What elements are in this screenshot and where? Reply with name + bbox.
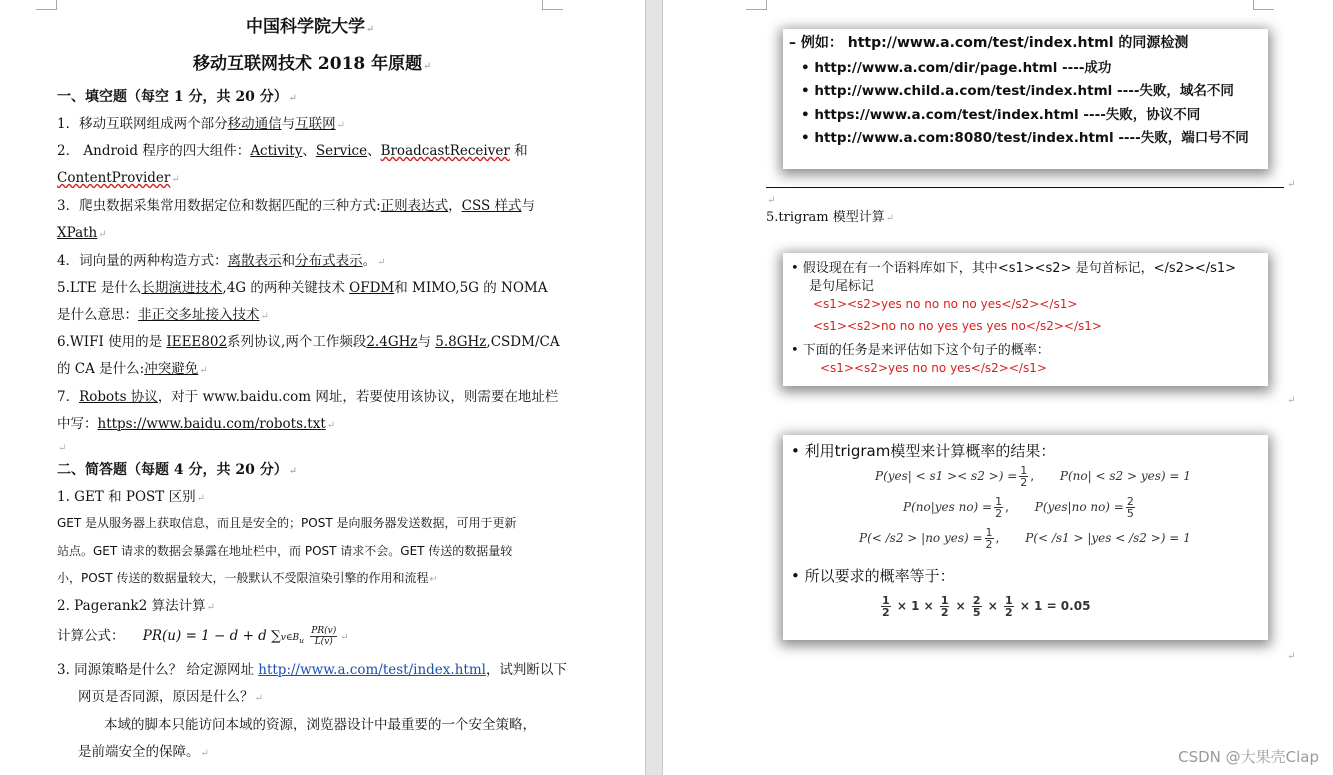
section-title-trigram: 5.trigram 模型计算↵ (766, 210, 895, 225)
short-answer-3-title: 3. 同源策略是什么？ 给定源网址 http://www.a.com/test/index.html，试判断以下 (57, 662, 567, 678)
paragraph-mark: ↵ (767, 195, 776, 206)
paragraph-mark: ↵ (1287, 651, 1296, 662)
short-answer-1-line: GET 是从服务器上获取信息，而且是安全的；POST 是向服务器发送数据，可用于更新 (57, 516, 517, 530)
short-answer-2-title: 2. Pagerank2 算法计算↵ (57, 598, 215, 614)
slide-image-trigram-result (783, 435, 1268, 640)
slide-bullet: • 假设现在有一个语料库如下，其中<s1><s2> 是句首标记，</s2></s1> (791, 261, 1237, 276)
slide-list-item: • https://www.a.com/test/index.html ----失败，协议不同 (801, 107, 1201, 123)
document-subtitle: 移动互联网技术 2018 年原题↵ (193, 54, 432, 74)
target-sentence: <s1><s2>yes no no yes</s2></s1> (820, 361, 1047, 375)
document-page-left (0, 0, 646, 775)
slide-list-item: • http://www.a.com/dir/page.html ----成功 (801, 60, 1112, 76)
question-7: 7．Robots 协议，对于 www.baidu.com 网址，若要使用该协议，则需要在地址栏 (57, 389, 559, 405)
slide-bullet: • 所以要求的概率等于： (791, 567, 955, 585)
page-corner-mark (542, 0, 563, 10)
short-answer-3-answer-continued: 是前端安全的保障。↵ (78, 744, 209, 760)
question-1: 1．移动互联网组成两个部分移动通信与互联网↵ (57, 116, 345, 132)
section-heading-short-answer: 二、简答题（每题 4 分，共 20 分）↵ (57, 462, 298, 478)
section-heading-fill-in: 一、填空题（每空 1 分，共 20 分）↵ (57, 89, 298, 105)
short-answer-1-title: 1. GET 和 POST 区别↵ (57, 489, 205, 505)
horizontal-rule (766, 187, 1284, 188)
slide-list-item: • http://www.a.com:8080/test/index.html ----失败，端口号不同 (801, 130, 1249, 146)
page-corner-mark (36, 0, 57, 10)
document-title: 中国科学院大学↵ (246, 17, 375, 37)
question-6: 6.WIFI 使用的是 IEEE802系列协议,两个工作频段2.4GHz与 5.8GHz,CSDM/CA (57, 334, 560, 350)
empty-paragraph: ↵ (58, 443, 67, 454)
paragraph-mark: ↵ (1287, 395, 1296, 406)
slide-bullet: • 利用trigram模型来计算概率的结果： (791, 442, 1056, 460)
question-2-continued: ContentProvider↵ (57, 170, 180, 186)
question-5: 5.LTE 是什么长期演进技术,4G 的两种关键技术 OFDM和 MIMO,5G 的 NOMA (57, 280, 548, 296)
slide-bullet-continued: 是句尾标记 (809, 279, 875, 294)
question-5-continued: 是什么意思：非正交多址接入技术↵ (57, 307, 269, 323)
slide-bullet: • 下面的任务是来评估如下这个句子的概率： (791, 343, 1050, 358)
short-answer-1-line: 站点。GET 请求的数据会暴露在地址栏中，而 POST 请求不会。GET 传送的数据量较 (57, 544, 513, 558)
corpus-sentence: <s1><s2>yes no no no no yes</s2></s1> (813, 297, 1078, 311)
question-2: 2． Android 程序的四大组件：Activity、Service、BroadcastReceiver 和 (57, 143, 528, 159)
page-corner-mark (746, 0, 767, 10)
slide-list-item: • http://www.child.a.com/test/index.html ----失败，域名不同 (801, 83, 1234, 99)
probability-row: P(no|yes no) = $\frac{1}{2}$ , P(yes|no no) = $\frac{2}{5}$ (903, 495, 1134, 520)
page-corner-mark (1253, 0, 1274, 10)
question-4: 4．词向量的两种构造方式：离散表示和分布式表示。↵ (57, 253, 386, 269)
slide-heading: – 例如： http://www.a.com/test/index.html 的同源检测 (789, 35, 1189, 51)
csdn-watermark: CSDN @大果壳Clap (1178, 748, 1319, 766)
corpus-sentence: <s1><s2>no no no yes yes yes no</s2></s1> (813, 319, 1102, 333)
paragraph-mark: ↵ (1287, 179, 1296, 190)
short-answer-3-answer: 本域的脚本只能访问本域的资源，浏览器设计中最重要的一个安全策略， (104, 717, 536, 733)
final-probability: $\frac{1}{2}$ × 1 × $\frac{1}{2}$ × $\frac{2}{5}$ × $\frac{1}{2}$ × 1 = 0.05 (882, 594, 1091, 619)
question-3: 3．爬虫数据采集常用数据定位和数据匹配的三种方式:正则表达式，CSS 样式与 (57, 198, 536, 214)
origin-url-link[interactable]: http://www.a.com/test/index.html (258, 662, 486, 678)
probability-row: P(< /s2 > |no yes) = $\frac{1}{2}$ , P(< /s1 > |yes < /s2 >) = 1 (859, 526, 1191, 551)
pagerank-formula: 计算公式： PR(u) = 1 − d + d $\sum v\in B_u$ $\frac{PR(v)}{L(v)}$ ↵ (57, 626, 349, 647)
question-6-continued: 的 CA 是什么:冲突避免↵ (57, 361, 208, 377)
slide-image-trigram-corpus (783, 253, 1268, 386)
probability-row: P(yes| < s1 >< s2 >) = $\frac{1}{2}$ , P(no| < s2 > yes) = 1 (875, 464, 1191, 489)
short-answer-1-line: 小，POST 传送的数据量较大，一般默认不受限渲染引擎的作用和流程↵ (57, 571, 438, 585)
slide-image-same-origin (783, 29, 1268, 169)
question-7-continued: 中写：https://www.baidu.com/robots.txt↵ (57, 416, 336, 432)
short-answer-3-title-continued: 网页是否同源，原因是什么？↵ (78, 689, 263, 705)
question-3-continued: XPath↵ (57, 225, 107, 241)
